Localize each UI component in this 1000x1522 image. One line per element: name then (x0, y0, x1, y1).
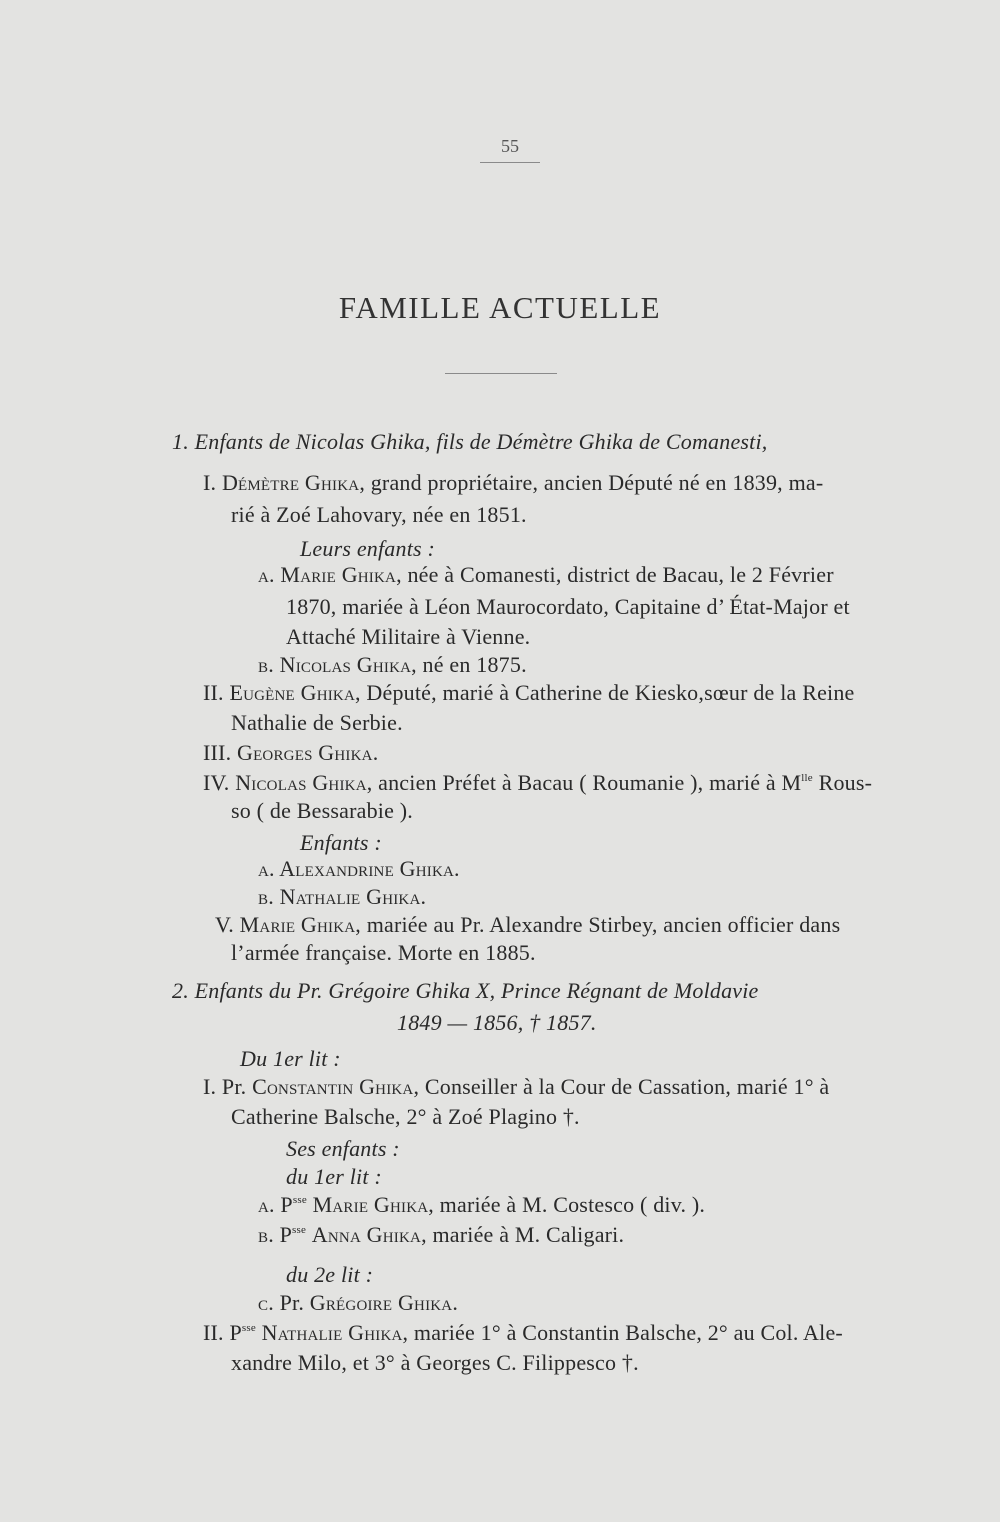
text-line: 1849 — 1856, † 1857. (397, 1010, 597, 1035)
text-line: I. Démètre Ghika, grand propriétaire, ancien Député né en 1839, ma- (203, 470, 824, 495)
text-line: 1. Enfants de Nicolas Ghika, fils de Démètre Ghika de Comanesti, (172, 429, 768, 454)
text-line: Nathalie de Serbie. (231, 710, 403, 735)
text-line: Enfants : (300, 830, 382, 855)
text-line: a. Marie Ghika, née à Comanesti, district de Bacau, le 2 Février (258, 562, 834, 587)
text-line: Attaché Militaire à Vienne. (286, 624, 531, 649)
text-line: rié à Zoé Lahovary, née en 1851. (231, 502, 527, 527)
text-line: V. Marie Ghika, mariée au Pr. Alexandre Stirbey, ancien officier dans (215, 912, 841, 937)
text-line: Ses enfants : (286, 1136, 400, 1161)
title-rule (445, 373, 557, 374)
header-rule (480, 162, 540, 163)
text-line: IV. Nicolas Ghika, ancien Préfet à Bacau ( Roumanie ), marié à $M^{lle}$ Rous- (203, 770, 873, 795)
text-line: III. Georges Ghika. (203, 740, 379, 765)
page-title: FAMILLE ACTUELLE (338, 290, 662, 325)
text-line: Du 1er lit : (240, 1046, 341, 1071)
text-line: b. $P^{sse}$ Anna Ghika, mariée à M. Caligari. (258, 1222, 625, 1247)
text-line: 1870, mariée à Léon Maurocordato, Capitaine d’ État-Major et (286, 594, 850, 619)
text-line: b. Nathalie Ghika. (258, 884, 427, 909)
text-line: l’armée française. Morte en 1885. (231, 940, 536, 965)
text-line: du 1er lit : (286, 1164, 382, 1189)
text-line: Leurs enfants : (300, 536, 435, 561)
page-number: 55 (501, 136, 519, 156)
text-line: b. Nicolas Ghika, né en 1875. (258, 652, 527, 677)
text-line: I. Pr. Constantin Ghika, Conseiller à la Cour de Cassation, marié 1° à (203, 1074, 830, 1099)
text-line: II. $P^{sse}$ Nathalie Ghika, mariée 1° à Constantin Balsche, 2° au Col. Ale- (203, 1320, 843, 1345)
text-line: a. Alexandrine Ghika. (258, 856, 460, 881)
text-line: c. Pr. Grégoire Ghika. (258, 1290, 459, 1315)
text-line: so ( de Bessarabie ). (231, 798, 413, 823)
text-line: II. Eugène Ghika, Député, marié à Catherine de Kiesko,sœur de la Reine (203, 680, 855, 705)
text-line: Catherine Balsche, 2° à Zoé Plagino †. (231, 1104, 580, 1129)
text-line: a. $P^{sse}$ Marie Ghika, mariée à M. Costesco ( div. ). (258, 1192, 706, 1217)
text-line: du 2e lit : (286, 1262, 374, 1287)
text-line: xandre Milo, et 3° à Georges C. Filippesco †. (231, 1350, 639, 1375)
text-line: 2. Enfants du Pr. Grégoire Ghika X, Prince Régnant de Moldavie (172, 978, 759, 1003)
